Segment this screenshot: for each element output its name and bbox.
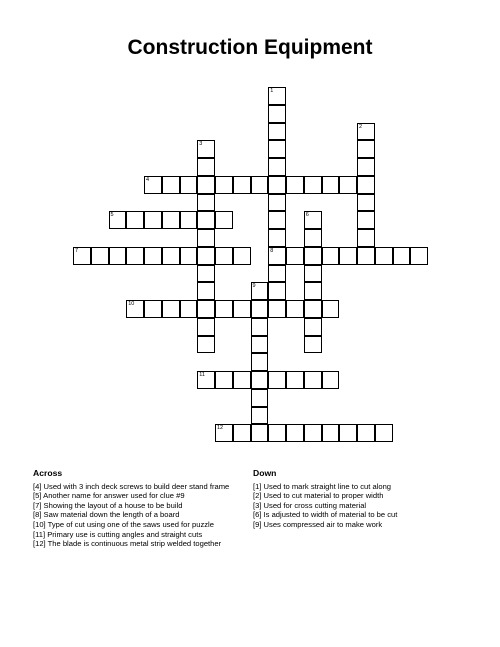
grid-cell[interactable] <box>268 247 286 265</box>
grid-cell[interactable] <box>233 176 251 194</box>
grid-cell[interactable] <box>251 336 269 354</box>
grid-cell[interactable] <box>91 247 109 265</box>
grid-cell[interactable] <box>180 300 198 318</box>
grid-cell[interactable] <box>322 247 340 265</box>
grid-cell[interactable] <box>233 371 251 389</box>
grid-cell[interactable] <box>304 300 322 318</box>
grid-cell[interactable] <box>357 424 375 442</box>
grid-cell[interactable] <box>251 424 269 442</box>
grid-cell[interactable] <box>215 300 233 318</box>
grid-cell[interactable] <box>304 282 322 300</box>
grid-cell[interactable] <box>304 265 322 283</box>
grid-cell[interactable] <box>251 176 269 194</box>
grid-cell[interactable] <box>286 247 304 265</box>
grid-cell[interactable] <box>357 140 375 158</box>
grid-cell[interactable] <box>268 105 286 123</box>
grid-cell[interactable] <box>357 194 375 212</box>
grid-cell[interactable] <box>322 424 340 442</box>
clue-number: 12 <box>217 425 224 432</box>
grid-cell[interactable] <box>268 140 286 158</box>
grid-cell[interactable] <box>197 229 215 247</box>
across-clue: [11] Primary use is cutting angles and straight cuts <box>33 529 203 539</box>
clue-number: 5 <box>110 212 114 219</box>
grid-cell[interactable] <box>268 123 286 141</box>
grid-cell[interactable] <box>410 247 428 265</box>
clue-number: 8 <box>270 247 274 254</box>
grid-cell[interactable] <box>304 318 322 336</box>
across-clue: [8] Saw material down the length of a board <box>33 510 180 520</box>
grid-cell[interactable] <box>126 247 144 265</box>
clue-number: 4 <box>146 176 150 183</box>
grid-cell[interactable] <box>126 300 144 318</box>
grid-cell[interactable] <box>286 371 304 389</box>
grid-cell[interactable] <box>357 247 375 265</box>
grid-cell[interactable] <box>304 336 322 354</box>
grid-cell[interactable] <box>357 176 375 194</box>
grid-cell[interactable] <box>357 229 375 247</box>
across-clue: [10] Type of cut using one of the saws used for puzzle <box>33 519 214 529</box>
grid-cell[interactable] <box>339 247 357 265</box>
across-clue: [5] Another name for answer used for clue #9 <box>33 491 185 501</box>
grid-cell[interactable] <box>251 389 269 407</box>
down-clue: [6] Is adjusted to width of material to be cut <box>253 510 398 520</box>
grid-cell[interactable] <box>144 176 162 194</box>
grid-cell[interactable] <box>233 300 251 318</box>
clue-number: 9 <box>252 283 256 290</box>
grid-cell[interactable] <box>268 211 286 229</box>
grid-cell[interactable] <box>197 318 215 336</box>
down-heading: Down <box>253 468 277 478</box>
grid-cell[interactable] <box>197 247 215 265</box>
grid-cell[interactable] <box>180 247 198 265</box>
grid-cell[interactable] <box>357 211 375 229</box>
grid-cell[interactable] <box>357 158 375 176</box>
grid-cell[interactable] <box>286 424 304 442</box>
grid-cell[interactable] <box>197 282 215 300</box>
grid-cell[interactable] <box>251 353 269 371</box>
grid-cell[interactable] <box>197 336 215 354</box>
grid-cell[interactable] <box>73 247 91 265</box>
grid-cell[interactable] <box>162 300 180 318</box>
grid-cell[interactable] <box>215 247 233 265</box>
grid-cell[interactable] <box>197 158 215 176</box>
grid-cell[interactable] <box>251 371 269 389</box>
grid-cell[interactable] <box>268 158 286 176</box>
grid-cell[interactable] <box>197 300 215 318</box>
grid-cell[interactable] <box>268 87 286 105</box>
grid-cell[interactable] <box>197 265 215 283</box>
grid-cell[interactable] <box>304 211 322 229</box>
clue-number: 10 <box>128 301 135 307</box>
grid-cell[interactable] <box>304 176 322 194</box>
grid-cell[interactable] <box>304 229 322 247</box>
grid-cell[interactable] <box>304 371 322 389</box>
grid-cell[interactable] <box>393 247 411 265</box>
grid-cell[interactable] <box>339 176 357 194</box>
grid-cell[interactable] <box>215 176 233 194</box>
grid-cell[interactable] <box>215 211 233 229</box>
grid-cell[interactable] <box>251 282 269 300</box>
grid-cell[interactable] <box>215 371 233 389</box>
clue-number: 11 <box>199 372 205 378</box>
grid-cell[interactable] <box>357 123 375 141</box>
puzzle-title: Construction Equipment <box>127 36 373 59</box>
grid-cell[interactable] <box>233 424 251 442</box>
across-clues <box>33 469 229 549</box>
down-clue: [2] Used to cut material to proper width <box>253 491 384 501</box>
grid-cell[interactable] <box>304 424 322 442</box>
down-clues <box>253 469 397 530</box>
grid-cell[interactable] <box>268 282 286 300</box>
grid-cell[interactable] <box>109 211 127 229</box>
clue-number: 6 <box>305 212 309 219</box>
grid-cell[interactable] <box>286 176 304 194</box>
grid-cell[interactable] <box>197 211 215 229</box>
grid-cell[interactable] <box>162 247 180 265</box>
grid-cell[interactable] <box>251 318 269 336</box>
grid-cell[interactable] <box>197 371 215 389</box>
grid-cell[interactable] <box>251 407 269 425</box>
clue-number: 3 <box>199 141 203 148</box>
grid-cell[interactable] <box>268 300 286 318</box>
grid-cell[interactable] <box>268 176 286 194</box>
grid-cell[interactable] <box>286 300 304 318</box>
grid-cell[interactable] <box>375 247 393 265</box>
grid-cell[interactable] <box>322 300 340 318</box>
grid-cell[interactable] <box>162 211 180 229</box>
grid-cell[interactable] <box>268 229 286 247</box>
grid-cell[interactable] <box>180 176 198 194</box>
down-clue: [1] Used to mark straight line to cut along <box>253 481 392 491</box>
grid-cell[interactable] <box>268 371 286 389</box>
across-clue: [12] The blade is continuous metal strip welded together <box>33 539 222 549</box>
down-clue: [9] Uses compressed air to make work <box>253 519 383 529</box>
grid-cell[interactable] <box>162 176 180 194</box>
clue-number: 1 <box>270 88 274 94</box>
clue-number: 7 <box>75 247 79 254</box>
grid-cell[interactable] <box>339 424 357 442</box>
grid-cell[interactable] <box>197 194 215 212</box>
across-clue: [7] Showing the layout of a house to be build <box>33 500 183 510</box>
grid-cell[interactable] <box>304 247 322 265</box>
grid-cell[interactable] <box>322 371 340 389</box>
clue-number: 2 <box>359 123 363 130</box>
grid-cell[interactable] <box>126 211 144 229</box>
grid-cell[interactable] <box>109 247 127 265</box>
grid-cell[interactable] <box>197 176 215 194</box>
down-clue: [3] Used for cross cutting material <box>253 500 367 510</box>
across-clue: [4] Used with 3 inch deck screws to build deer stand frame <box>33 481 230 491</box>
grid-cell[interactable] <box>144 247 162 265</box>
grid-cell[interactable] <box>268 194 286 212</box>
grid-cell[interactable] <box>197 140 215 158</box>
grid-cell[interactable] <box>144 211 162 229</box>
grid-cell[interactable] <box>375 424 393 442</box>
grid-cell[interactable] <box>233 247 251 265</box>
grid-cell[interactable] <box>215 424 233 442</box>
grid-cell[interactable] <box>144 300 162 318</box>
grid-cell[interactable] <box>268 265 286 283</box>
grid-cell[interactable] <box>251 300 269 318</box>
grid-cell[interactable] <box>268 424 286 442</box>
grid-cell[interactable] <box>180 211 198 229</box>
across-heading: Across <box>33 468 63 478</box>
grid-cell[interactable] <box>322 176 340 194</box>
